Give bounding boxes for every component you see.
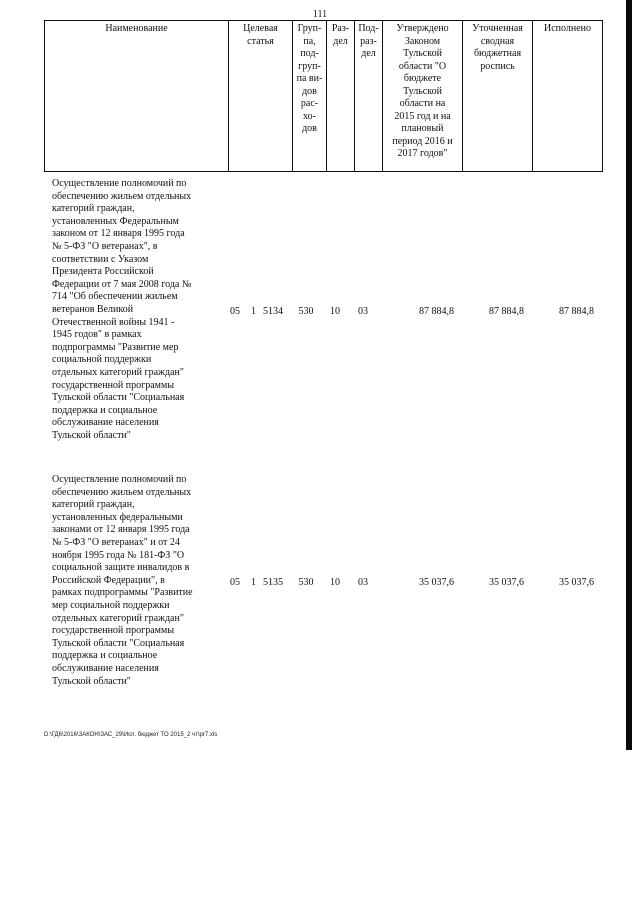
row-target-sub: 1 [251,306,256,317]
row-target-program: 05 [230,306,240,317]
header-expense-group: Груп- па, под- груп- па ви- дов рас- хо- дов [293,21,327,172]
row-section: 10 [330,306,340,317]
table-header [44,20,603,172]
row-section: 10 [330,577,340,588]
header-target-article: Целевая статья [229,21,293,172]
header-executed: Исполнено [533,21,603,172]
footer-file-path: D:\ГД6\2016\ЗАКОН\ЗАС_29\Исп. бюджет ТО 2015_2 чт\pr7.xls [44,732,218,738]
row-executed: 87 884,8 [559,306,594,317]
row-target-code: 5135 [263,577,283,588]
header-name: Наименование [45,21,229,172]
scan-edge-bar [626,0,632,750]
row-description: Осуществление полномочий по обеспечению жильем отдельных категорий граждан, установленных федеральными законами от 12 января 1995 года № 5-ФЗ "О ветеранах" и от 24 ноября 1995 года № 181-ФЗ "О социальной защите инвалидов в Российской Федерации", в рамках подпрограммы "Развитие мер социальной поддержки отдельных категорий граждан" государственной программы Тульской области "Социальная поддержка и социальное обслуживание населения Тульской области" [52,474,193,687]
header-section: Раз- дел [327,21,355,172]
row-refined: 87 884,8 [489,306,524,317]
header-subsection: Под- раз- дел [355,21,383,172]
header-refined: Уточненная сводная бюджетная роспись [463,21,533,172]
row-target-sub: 1 [251,577,256,588]
row-refined: 35 037,6 [489,577,524,588]
row-target-code: 5134 [263,306,283,317]
row-subsection: 03 [358,577,368,588]
row-expense-group: 530 [298,577,314,588]
header-approved: Утверждено Законом Тульской области "О бюджете Тульской области на 2015 год и на плановый период 2016 и 2017 годов" [383,21,463,172]
page-number: 111 [312,9,328,20]
row-description: Осуществление полномочий по обеспечению жильем отдельных категорий граждан, установленных Федеральным законом от 12 января 1995 года № 5-ФЗ "О ветеранах", в соответствии с Указом Президента Российской Федерации от 7 мая 2008 года № 714 "Об обеспечении жильем ветеранов Великой Отечественной войны 1941 - 1945 годов" в рамках подпрограммы "Развитие мер социальной поддержки отдельных категорий граждан" государственной программы Тульской области "Социальная поддержка и социальное обслуживание населения Тульской области" [52,178,192,441]
row-executed: 35 037,6 [559,577,594,588]
row-target-program: 05 [230,577,240,588]
row-approved: 87 884,8 [419,306,454,317]
row-expense-group: 530 [298,306,314,317]
row-subsection: 03 [358,306,368,317]
row-approved: 35 037,6 [419,577,454,588]
